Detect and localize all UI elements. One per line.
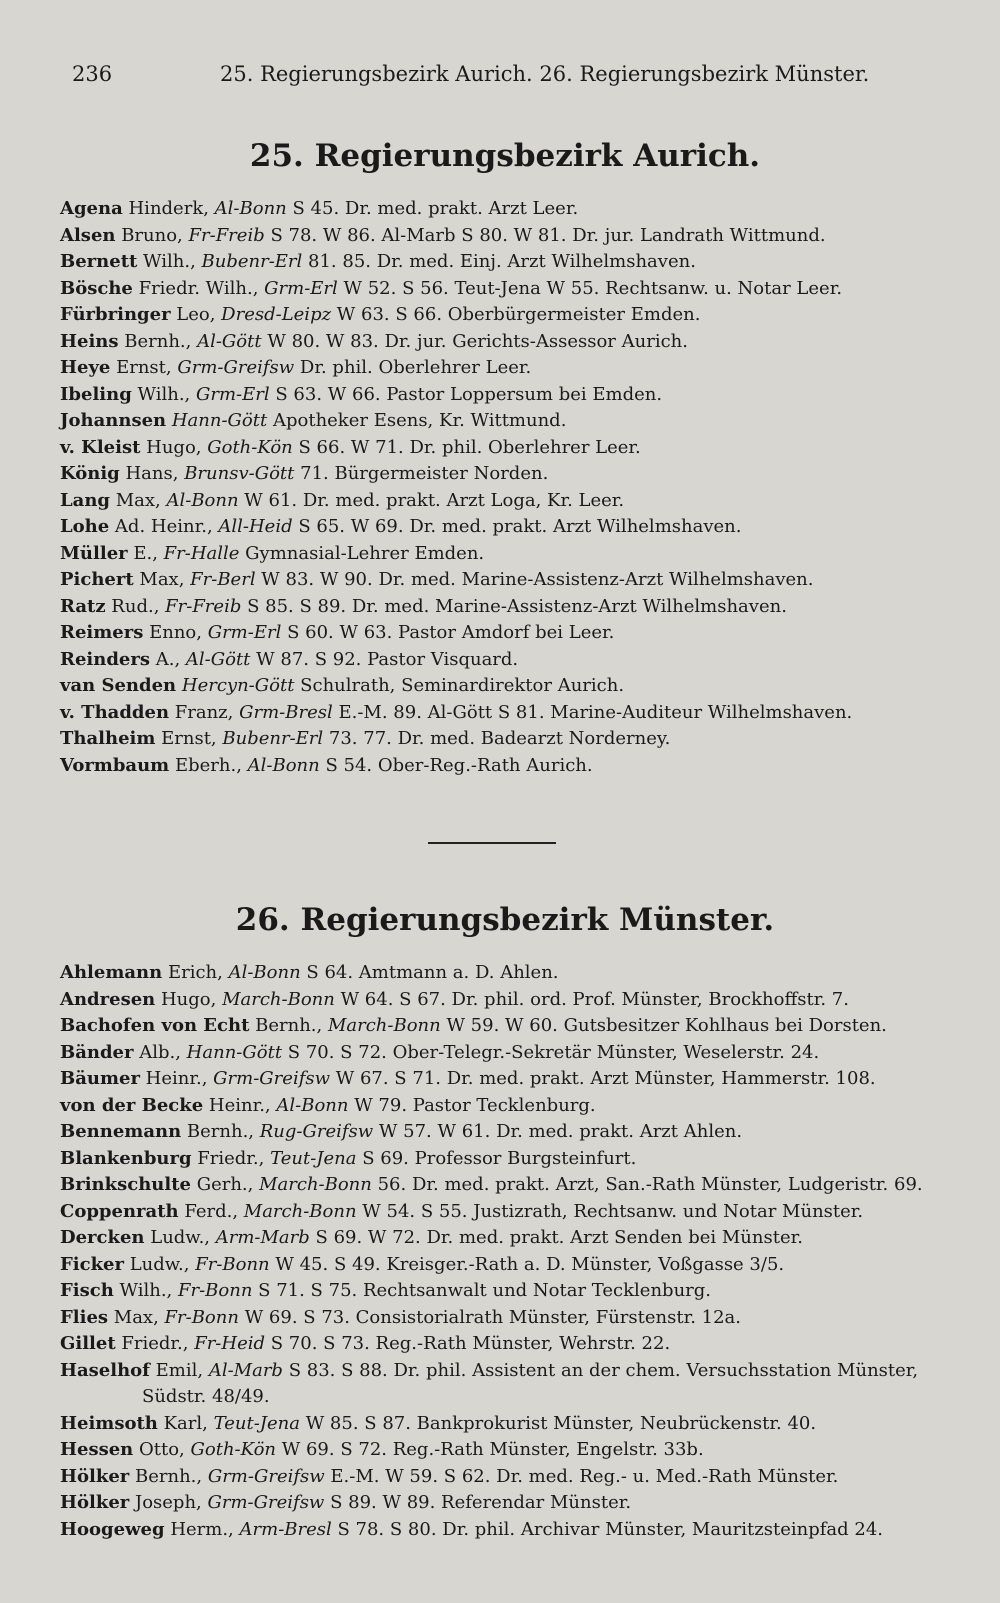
list-item [60,461,950,488]
list-item [60,1040,950,1067]
list-item [60,1411,950,1438]
entry-name: Reimers [60,622,144,643]
entry-corps: Dresd-Leipz [221,304,332,325]
entry-name: Bänder [60,1041,134,1063]
entry-list [60,196,950,779]
entry-given-name: E., [127,542,164,564]
entry-corps: All-Heid [218,516,293,537]
entry-given-name: Eberh., [169,754,248,776]
entry-details: S 85. S 89. Dr. med. Marine-Assistenz-Arzt Wilhelmshaven. [241,595,787,617]
list-item [60,673,950,700]
entry-given-name: Alb., [133,1041,187,1063]
entry-corps: Arm-Bresl [239,1518,332,1540]
entry-corps: Fr-Heid [194,1333,266,1354]
entry-details: S 69. Professor Burgsteinfurt. [356,1147,637,1169]
entry-corps: Al-Bonn [247,754,320,776]
entry-name: Heins [60,330,119,352]
entry-corps: Hercyn-Gött [181,675,295,696]
entry-name: v. Kleist [60,436,141,458]
entry-name: Bäumer [60,1068,140,1089]
entry-corps: Rug-Greifsw [259,1121,374,1142]
entry-given-name: Gerh., [190,1174,260,1195]
list-item [60,987,950,1014]
entry-given-name: Ferd., [178,1200,244,1222]
entry-corps: Bubenr-Erl [201,251,303,272]
entry-name: Lohe [60,516,110,537]
entry-details: W 83. W 90. Dr. med. Marine-Assistenz-Arzt Wilhelmshaven. [255,569,814,590]
entry-name: Blankenburg [60,1147,192,1169]
entry-details: W 79. Pastor Tecklenburg. [348,1094,596,1116]
entry-given-name: Hinderk, [122,198,215,219]
entry-corps: Al-Bonn [228,962,301,983]
list-item [60,329,950,356]
entry-corps: Fr-Freib [165,595,242,617]
entry-details: S 78. S 80. Dr. phil. Archivar Münster, Mauritzsteinpfad 24. [331,1518,884,1540]
entry-name: Reinders [60,648,150,670]
entry-corps: Hann-Gött [171,410,268,431]
entry-details: W 63. S 66. Oberbürgermeister Emden. [331,304,701,325]
entry-details: W 87. S 92. Pastor Visquard. [250,648,519,670]
entry-name: Hessen [60,1439,134,1460]
entry-name: Thalheim [60,728,156,749]
entry-corps: Al-Gött [185,648,251,670]
entry-name: Ahlemann [60,962,163,983]
list-item [60,302,950,329]
entry-name: Alsen [60,224,116,246]
entry-details: S 69. W 72. Dr. med. prakt. Arzt Senden bei Münster. [309,1227,803,1248]
entry-name: Hölker [60,1465,130,1487]
entry-corps: Fr-Bonn [164,1306,239,1328]
entry-corps: Grm-Greifsw [213,1068,331,1089]
list-item [60,1517,950,1544]
list-item [60,1013,950,1040]
entry-name: Vormbaum [60,754,170,776]
entry-details: S 70. S 72. Ober-Telegr.-Sekretär Münster, Weselerstr. 24. [282,1041,820,1063]
list-item [60,1252,950,1279]
entry-given-name: Bruno, [115,224,189,246]
list-item [60,1066,950,1093]
entry-details: S 63. W 66. Pastor Loppersum bei Emden. [269,383,663,405]
entry-details: S 83. S 88. Dr. phil. Assistent an der chem. Versuchsstation Münster, Südstr. 48/49. [142,1359,919,1407]
list-item [60,541,950,568]
entry-corps: Al-Marb [208,1359,283,1381]
list-item [60,700,950,727]
entry-given-name: Bernh., [249,1015,328,1036]
entry-corps: March-Bonn [243,1200,357,1222]
entry-details: W 69. S 73. Consistorialrath Münster, Fürstenstr. 12a. [238,1306,742,1328]
list-item [60,1172,950,1199]
entry-name: Müller [60,542,128,564]
entry-given-name: Friedr., [115,1333,195,1354]
entry-corps: Grm-Greifsw [207,1492,325,1513]
entry-given-name: Ad. Heinr., [109,516,219,537]
list-item [60,726,950,753]
page-number: 236 [72,62,113,86]
entry-name: König [60,463,120,484]
list-item [60,960,950,987]
entry-name: van Senden [60,675,177,696]
entry-name: Bösche [60,277,133,299]
entry-corps: March-Bonn [259,1174,372,1195]
list-item [60,1278,950,1305]
entry-corps: Arm-Marb [215,1227,310,1248]
entry-given-name: Ernst, [110,357,178,378]
entry-given-name: Max, [110,489,167,511]
entry-details: S 71. S 75. Rechtsanwalt und Notar Tecklenburg. [252,1280,712,1301]
entry-name: Andresen [60,988,156,1010]
entry-corps: Grm-Erl [207,622,282,643]
entry-given-name: Herm., [164,1518,240,1540]
entry-corps: Goth-Kön [207,436,293,458]
entry-given-name: Ludw., [123,1253,196,1275]
entry-given-name: Otto, [133,1439,191,1460]
list-item [60,1437,950,1464]
entry-corps: March-Bonn [327,1015,441,1036]
entry-given-name: Erich, [162,962,229,983]
entry-name: Hölker [60,1492,130,1513]
entry-corps: Teut-Jena [213,1412,300,1434]
entry-details: W 57. W 61. Dr. med. prakt. Arzt Ahlen. [373,1121,743,1142]
entry-details: Gymnasial-Lehrer Emden. [239,542,485,564]
entry-details: Dr. phil. Oberlehrer Leer. [294,357,532,378]
entry-corps: Fr-Halle [163,542,240,564]
list-item [60,276,950,303]
entry-corps: Fr-Bonn [195,1253,270,1275]
entry-name: Haselhof [60,1359,150,1381]
list-item [60,647,950,674]
entry-given-name: Wilh., [113,1280,178,1301]
entry-given-name: Bernh., [118,330,198,352]
entry-details: W 67. S 71. Dr. med. prakt. Arzt Münster, Hammerstr. 108. [330,1068,876,1089]
list-item [60,249,950,276]
entry-name: Coppenrath [60,1200,179,1222]
list-item [60,1093,950,1120]
list-item [60,488,950,515]
section-divider [428,842,556,844]
entry-name: Heye [60,357,111,378]
entry-name: Dercken [60,1227,145,1248]
entry-given-name: Friedr. Wilh., [132,277,265,299]
entry-given-name: Heinr., [203,1094,277,1116]
list-item [60,1490,950,1517]
entry-corps: Grm-Bresl [239,701,333,723]
entry-details: W 52. S 56. Teut-Jena W 55. Rechtsanw. u. Notar Leer. [337,277,843,299]
list-item [60,223,950,250]
list-item [60,355,950,382]
entry-corps: Grm-Erl [196,383,270,405]
entry-corps: Goth-Kön [190,1439,277,1460]
entry-given-name: Bernh., [181,1121,260,1142]
entry-details: 56. Dr. med. prakt. Arzt, San.-Rath Münster, Ludgeristr. 69. [371,1174,923,1195]
list-item [60,196,950,223]
entry-details: S 66. W 71. Dr. phil. Oberlehrer Leer. [292,436,641,458]
entry-name: Johannsen [60,410,167,431]
entry-details: W 45. S 49. Kreisger.-Rath a. D. Münster, Voßgasse 3/5. [269,1253,785,1275]
entry-corps: Al-Gött [197,330,262,352]
entry-given-name: Friedr., [191,1147,271,1169]
entry-name: Lang [60,489,110,511]
entry-corps: Teut-Jena [270,1147,357,1169]
entry-corps: Hann-Gött [186,1041,283,1063]
entry-details: 81. 85. Dr. med. Einj. Arzt Wilhelmshaven. [302,251,696,272]
section-title: 25. Regierungsbezirk Aurich. [249,138,761,174]
entry-details: W 69. S 72. Reg.-Rath Münster, Engelstr. 33b. [276,1439,704,1460]
entry-name: Fürbringer [60,304,171,325]
list-item [60,1146,950,1173]
entry-details: S 89. W 89. Referendar Münster. [324,1492,632,1513]
entry-given-name: Joseph, [129,1492,208,1513]
entry-details: 71. Bürgermeister Norden. [294,463,549,484]
entry-details: W 61. Dr. med. prakt. Arzt Loga, Kr. Leer. [238,489,625,511]
list-item [60,594,950,621]
entry-details: W 80. W 83. Dr. jur. Gerichts-Assessor Aurich. [261,330,688,352]
entry-given-name: Emil, [149,1359,209,1381]
entry-details: W 54. S 55. Justizrath, Rechtsanw. und Notar Münster. [356,1200,864,1222]
entry-name: Ratz [60,595,106,617]
entry-list [60,960,950,1543]
entry-name: Brinkschulte [60,1174,191,1195]
entry-given-name: Max, [133,569,191,590]
entry-name: Hoogeweg [60,1518,165,1540]
entry-details: 73. 77. Dr. med. Badearzt Norderney. [323,728,671,749]
list-item [60,1464,950,1491]
entry-name: Bernett [60,251,138,272]
list-item [60,1119,950,1146]
entry-given-name: Heinr., [139,1068,214,1089]
entry-name: Agena [60,198,123,219]
entry-given-name: Ludw., [144,1227,216,1248]
entry-name: Ficker [60,1253,124,1275]
list-item [60,753,950,780]
entry-details: S 45. Dr. med. prakt. Arzt Leer. [286,198,579,219]
entry-given-name: Hugo, [155,988,223,1010]
list-item [60,1331,950,1358]
entry-corps: Grm-Greifsw [177,357,295,378]
entry-details: S 78. W 86. Al-Marb S 80. W 81. Dr. jur. Landrath Wittmund. [264,224,826,246]
entry-name: Pichert [60,569,134,590]
entry-details: S 54. Ober-Reg.-Rath Aurich. [319,754,593,776]
entry-corps: Grm-Greifsw [207,1465,325,1487]
entry-corps: Fr-Freib [188,224,265,246]
section-aurich [60,138,950,779]
entry-corps: Al-Bonn [166,489,239,511]
running-head-title: 25. Regierungsbezirk Aurich. 26. Regierungsbezirk Münster. [220,62,870,86]
entry-given-name: Bernh., [129,1465,208,1487]
list-item [60,567,950,594]
entry-corps: Grm-Erl [264,277,338,299]
entry-corps: Fr-Berl [190,569,256,590]
entry-details: Apotheker Esens, Kr. Wittmund. [267,410,567,431]
list-item [60,435,950,462]
entry-details: E.-M. 89. Al-Gött S 81. Marine-Auditeur Wilhelmshaven. [332,701,853,723]
list-item [60,620,950,647]
entry-details: S 70. S 73. Reg.-Rath Münster, Wehrstr. 22. [265,1333,671,1354]
entry-name: v. Thadden [60,701,170,723]
entry-name: Bennemann [60,1121,182,1142]
list-item [60,1199,950,1226]
entry-name: Ibeling [60,383,132,405]
entry-given-name: Franz, [169,701,240,723]
list-item [60,1358,950,1411]
entry-details: W 64. S 67. Dr. phil. ord. Prof. Münster, Brockhoffstr. 7. [334,988,849,1010]
entry-details: S 60. W 63. Pastor Amdorf bei Leer. [281,622,615,643]
entry-name: Bachofen von Echt [60,1015,250,1036]
entry-corps: Fr-Bonn [178,1280,253,1301]
entry-details: W 85. S 87. Bankprokurist Münster, Neubrückenstr. 40. [299,1412,817,1434]
entry-details: S 64. Amtmann a. D. Ahlen. [300,962,559,983]
list-item [60,1305,950,1332]
entry-given-name: Enno, [143,622,208,643]
section-muenster [60,902,950,1543]
list-item [60,514,950,541]
entry-given-name: Rud., [105,595,166,617]
entry-given-name: Max, [108,1306,165,1328]
section-title: 26. Regierungsbezirk Münster. [235,902,775,938]
entry-corps: Al-Bonn [214,198,287,219]
entry-name: von der Becke [60,1094,204,1116]
entry-corps: March-Bonn [222,988,335,1010]
entry-given-name: Wilh., [131,383,196,405]
entry-corps: Al-Bonn [276,1094,349,1116]
running-head [72,62,940,92]
entry-given-name: Hans, [119,463,185,484]
entry-name: Fisch [60,1280,114,1301]
entry-details: S 65. W 69. Dr. med. prakt. Arzt Wilhelmshaven. [292,516,742,537]
list-item [60,1225,950,1252]
entry-given-name: Karl, [157,1412,214,1434]
entry-name: Flies [60,1306,109,1328]
entry-given-name: Wilh., [137,251,202,272]
entry-given-name: Leo, [170,304,222,325]
entry-details: Schulrath, Seminardirektor Aurich. [294,675,625,696]
entry-name: Gillet [60,1333,116,1354]
entry-details: E.-M. W 59. S 62. Dr. med. Reg.- u. Med.-Rath Münster. [324,1465,839,1487]
entry-details: W 59. W 60. Gutsbesitzer Kohlhaus bei Dorsten. [440,1015,887,1036]
entry-name: Heimsoth [60,1412,158,1434]
entry-given-name: A., [150,648,186,670]
list-item [60,382,950,409]
entry-given-name: Ernst, [155,728,223,749]
list-item [60,408,950,435]
entry-given-name: Hugo, [140,436,208,458]
entry-corps: Bubenr-Erl [222,728,324,749]
entry-corps: Brunsv-Gött [184,463,295,484]
